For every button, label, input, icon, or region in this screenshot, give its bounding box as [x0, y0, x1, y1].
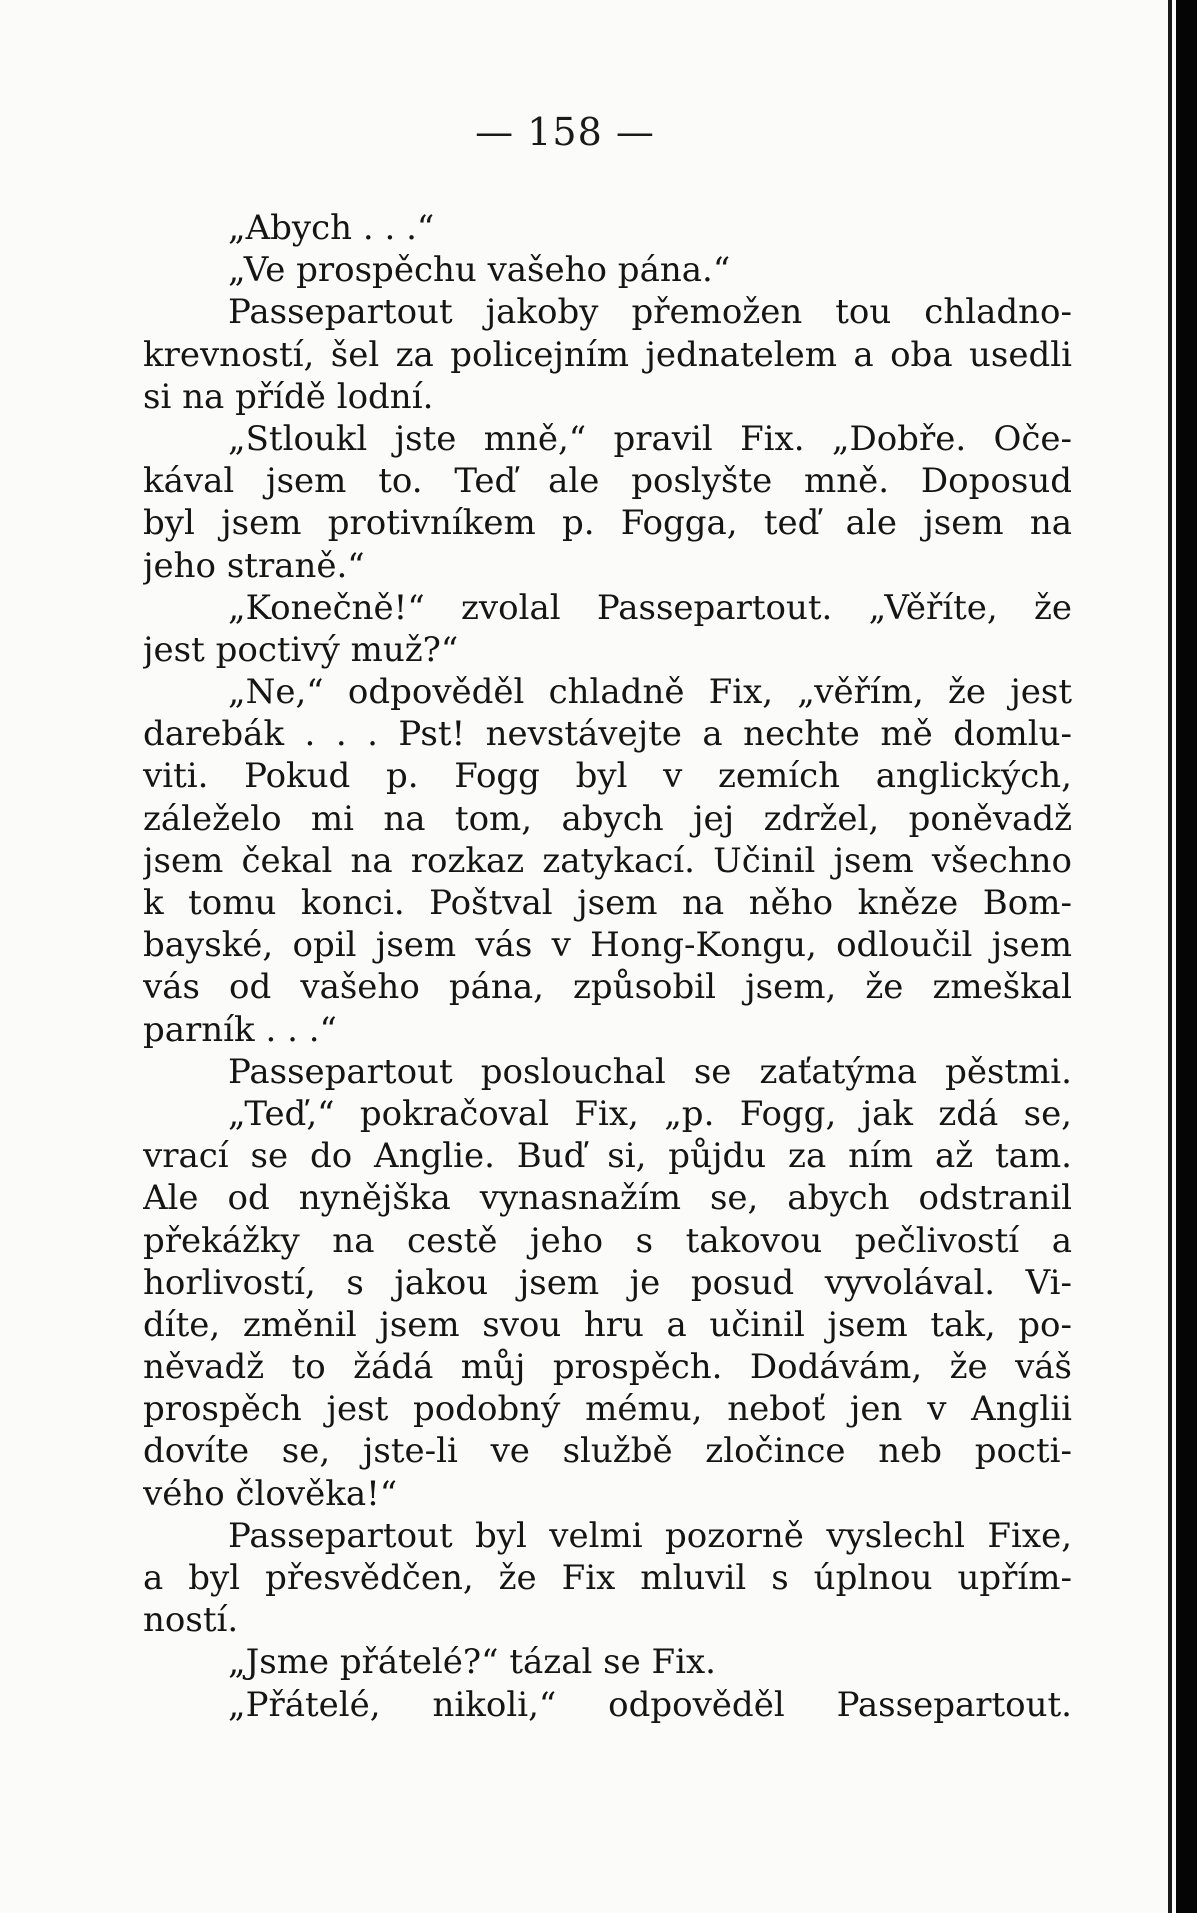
text-line: díte, změnil jsem svou hru a učinil jsem tak, po-: [143, 1304, 1072, 1345]
text-line: krevností, šel za policejním jednatelem a oba usedli: [143, 334, 1072, 375]
text-line: vrací se do Anglie. Buď si, půjdu za ním až tam.: [143, 1136, 1072, 1177]
text-line: dovíte se, jste-li ve službě zločince neb pocti-: [143, 1431, 1072, 1472]
text-line: si na přídě lodní.: [143, 376, 434, 417]
text-line: něvadž to žádá můj prospěch. Dodávám, že váš: [143, 1347, 1072, 1388]
text-line: darebák . . . Pst! nevstávejte a nechte mě domlu-: [143, 714, 1072, 755]
text-line: „Teď,“ pokračoval Fix, „p. Fogg, jak zdá se,: [228, 1093, 1072, 1134]
text-line: viti. Pokud p. Fogg byl v zemích anglických,: [143, 756, 1072, 797]
text-line: „Jsme přátelé?“ tázal se Fix.: [228, 1642, 716, 1683]
text-line: Passepartout poslouchal se zaťatýma pěstmi.: [228, 1051, 1072, 1092]
text-line: k tomu konci. Poštval jsem na něho kněze Bom-: [143, 883, 1072, 923]
scan-border: [1176, 0, 1197, 1913]
text-line: Ale od nynějška vynasnažím se, abych odstranil: [143, 1178, 1072, 1219]
body-text: [143, 207, 1072, 1726]
page-edge-shadow: [1168, 0, 1172, 1913]
page-number: — 158 —: [475, 110, 655, 154]
text-line: „Ne,“ odpověděl chladně Fix, „věřím, že jest: [228, 672, 1072, 713]
text-line: Passepartout byl velmi pozorně vyslechl Fixe,: [228, 1515, 1072, 1556]
text-line: překážky na cestě jeho s takovou pečlivostí a: [143, 1220, 1072, 1261]
text-line: horlivostí, s jakou jsem je posud vyvolával. Vi-: [143, 1262, 1072, 1303]
text-line: „Stloukl jste mně,“ pravil Fix. „Dobře. Oče-: [228, 418, 1072, 459]
text-line: jsem čekal na rozkaz zatykací. Učinil jsem všechno: [143, 840, 1072, 881]
text-line: a byl přesvědčen, že Fix mluvil s úplnou upřím-: [143, 1558, 1072, 1598]
text-line: jeho straně.“: [143, 545, 365, 586]
text-line: „Abych . . .“: [228, 208, 435, 248]
text-line: vás od vašeho pána, způsobil jsem, že zmeškal: [143, 967, 1072, 1008]
text-line: „Ve prospěchu vašeho pána.“: [228, 250, 731, 291]
text-line: parník . . .“: [143, 1009, 337, 1050]
text-line: ností.: [143, 1600, 239, 1641]
text-line: „Konečně!“ zvolal Passepartout. „Věříte, že: [228, 587, 1072, 628]
text-line: bayské, opil jsem vás v Hong-Kongu, odloučil jsem: [143, 925, 1072, 966]
text-line: prospěch jest podobný mému, neboť jen v Anglii: [143, 1389, 1072, 1430]
text-line: byl jsem protivníkem p. Fogga, teď ale jsem na: [143, 503, 1072, 544]
text-line: „Přátelé, nikoli,“ odpověděl Passepartout.: [228, 1684, 1072, 1725]
text-line: vého člověka!“: [143, 1473, 398, 1514]
text-line: Passepartout jakoby přemožen tou chladno-: [228, 292, 1072, 333]
text-line: jest poctivý muž?“: [143, 629, 459, 670]
text-line: kával jsem to. Teď ale poslyšte mně. Doposud: [143, 461, 1072, 502]
text-line: záleželo mi na tom, abych jej zdržel, poněvadž: [143, 798, 1072, 839]
